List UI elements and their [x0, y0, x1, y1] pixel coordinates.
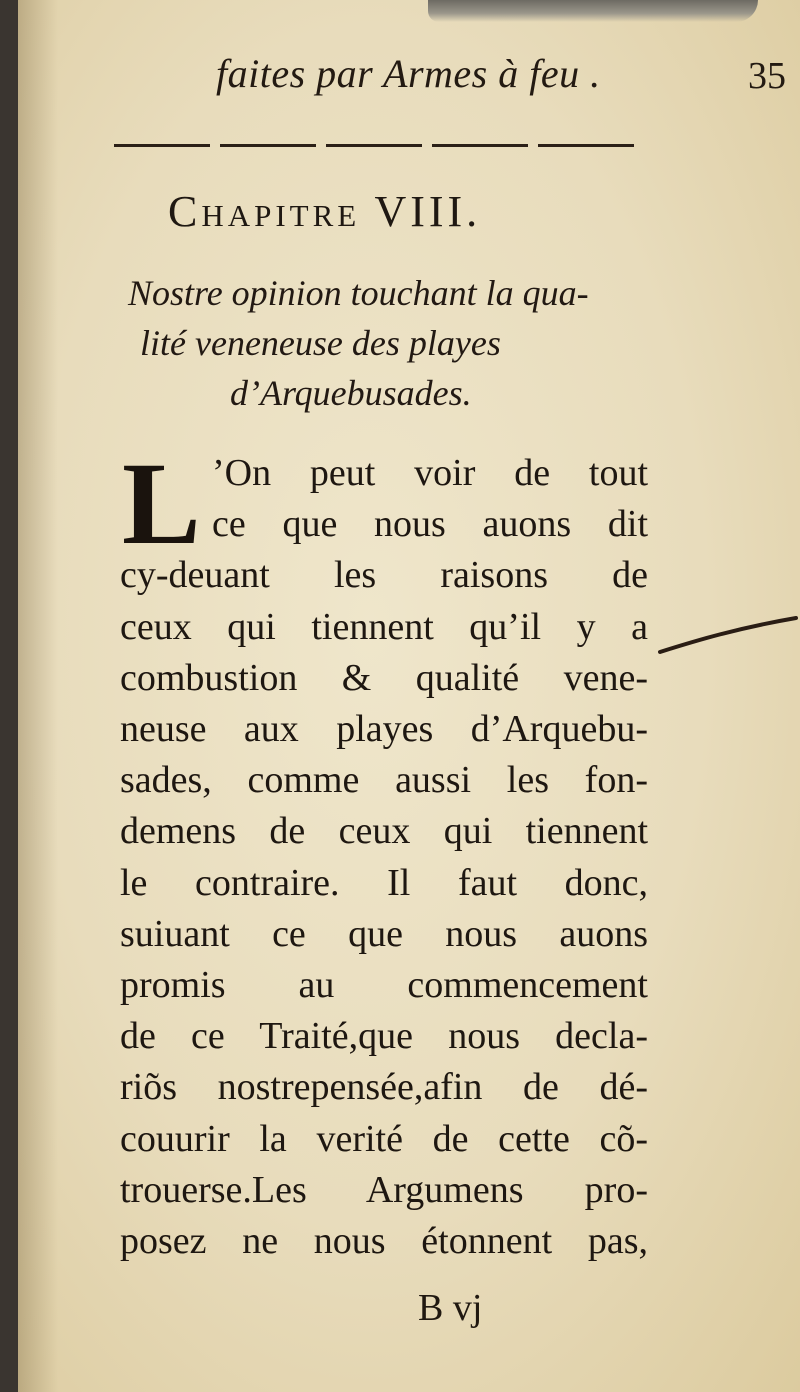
book-page	[18, 0, 800, 1392]
text-line: trouerse.Les Argumens pro-	[120, 1168, 648, 1211]
subtitle-line: Nostre opinion touchant la qua-	[128, 273, 589, 313]
text-line: de ce Traité,que nous decla-	[120, 1015, 648, 1058]
running-title: faites par Armes à feu .	[216, 51, 601, 96]
text-line: le contraire. Il faut donc,	[120, 861, 648, 904]
text-line: posez ne nous étonnent pas,	[120, 1220, 648, 1263]
text-line: couurir la verité de cette cõ-	[120, 1117, 648, 1160]
page-number: 35	[748, 55, 786, 97]
body-text	[120, 438, 648, 1267]
text-line: ce que nous auons dit	[212, 503, 648, 546]
text-line: riõs nostrepensée,afin de dé-	[120, 1066, 648, 1109]
subtitle-line: lité veneneuse des playes	[140, 323, 501, 363]
text-line: ’On peut voir de tout	[212, 452, 648, 494]
gutter-shadow	[18, 0, 58, 1392]
text-line: ceux qui tiennent qu’il y a	[120, 605, 648, 648]
text-line: suiuant ce que nous auons	[120, 912, 648, 955]
text-line: promis au commencement	[120, 964, 648, 1007]
signature-mark: B vj	[418, 1287, 483, 1329]
decorative-rule	[114, 144, 634, 150]
ink-mark	[658, 600, 798, 660]
chapter-subtitle	[98, 268, 678, 418]
drop-cap: L	[122, 438, 201, 569]
text-line: sades, comme aussi les fon-	[120, 759, 648, 802]
subtitle-line: d’Arquebusades.	[230, 373, 472, 413]
text-line: demens de ceux qui tiennent	[120, 810, 648, 853]
chapter-heading: Chapitre VIII.	[168, 187, 482, 236]
page-header	[18, 42, 800, 102]
paper-stain	[428, 0, 758, 22]
text-line: neuse aux playes d’Arquebu-	[120, 708, 648, 751]
text-line: cy-deuant les raisons de	[120, 554, 648, 597]
text-line: combustion & qualité vene-	[120, 656, 648, 699]
